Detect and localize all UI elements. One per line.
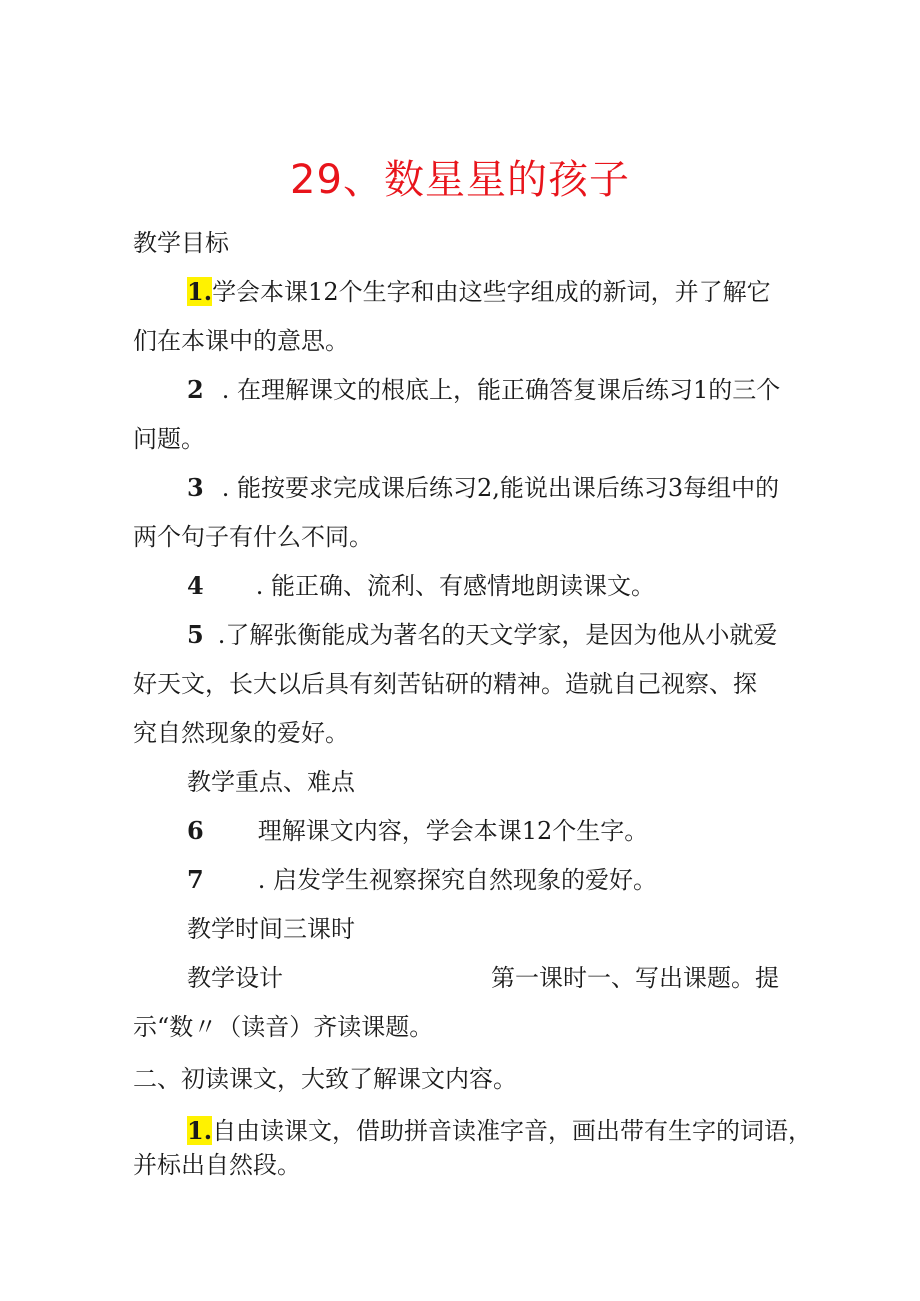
- goal-4: [187, 571, 655, 601]
- section-2-heading: 二、初读课文，大致了解课文内容。: [133, 1065, 517, 1093]
- goal-number: 1.: [187, 277, 213, 306]
- reading-step-1-cont: 并标出自然段。: [133, 1151, 301, 1179]
- goal-text: . 在理解课文的根底上，能正确答复课后练习1的三个: [221, 376, 781, 404]
- goal-3-cont: 两个句子有什么不同。: [133, 523, 373, 551]
- key-number: 6: [187, 816, 204, 845]
- goal-3: [187, 473, 779, 503]
- key-number: 7: [187, 865, 204, 894]
- page-title: 29、数星星的孩子: [290, 157, 630, 203]
- goal-number: 5: [187, 620, 204, 649]
- key-point-2: [187, 865, 657, 895]
- goal-number: 2: [187, 375, 204, 404]
- goal-1-cont: 们在本课中的意思。: [133, 327, 349, 355]
- goals-heading: 教学目标: [133, 229, 229, 257]
- goal-text: . 能按要求完成课后练习2,能说出课后练习3每组中的: [221, 474, 780, 502]
- goal-2: [187, 375, 780, 405]
- key-text: 理解课文内容，学会本课12个生字。: [257, 817, 649, 845]
- goal-text: . 能正确、流利、有感情地朗读课文。: [255, 572, 655, 600]
- goal-5: [187, 620, 777, 650]
- goal-5-cont2: 究自然现象的爱好。: [133, 719, 349, 747]
- design-label: 教学设计: [187, 964, 283, 992]
- reading-step-1: [187, 1116, 812, 1146]
- design-right: 第一课时一、写出课题。提: [491, 964, 779, 992]
- teaching-time: 教学时间三课时: [187, 915, 355, 943]
- goal-text: 学会本课12个生字和由这些字组成的新词，并了解它: [212, 278, 771, 306]
- goal-text: .了解张衡能成为著名的天文学家，是因为他从小就爱: [217, 621, 778, 649]
- goal-5-cont: 好天文，长大以后具有刻苦钻研的精神。造就自己视察、探: [133, 670, 757, 698]
- design-cont: 示“数〃（读音）齐读课题。: [133, 1013, 434, 1041]
- goal-number: 3: [187, 473, 204, 502]
- goal-number: 4: [187, 571, 204, 600]
- key-point-1: [187, 816, 648, 846]
- step-number: 1.: [187, 1116, 213, 1145]
- key-text: . 启发学生视察探究自然现象的爱好。: [257, 866, 657, 894]
- step-text: 自由读课文，借助拼音读准字音，画出带有生字的词语，: [212, 1117, 813, 1145]
- key-heading: 教学重点、难点: [187, 768, 355, 796]
- goal-2-cont: 问题。: [133, 425, 205, 453]
- goal-1: [187, 277, 771, 307]
